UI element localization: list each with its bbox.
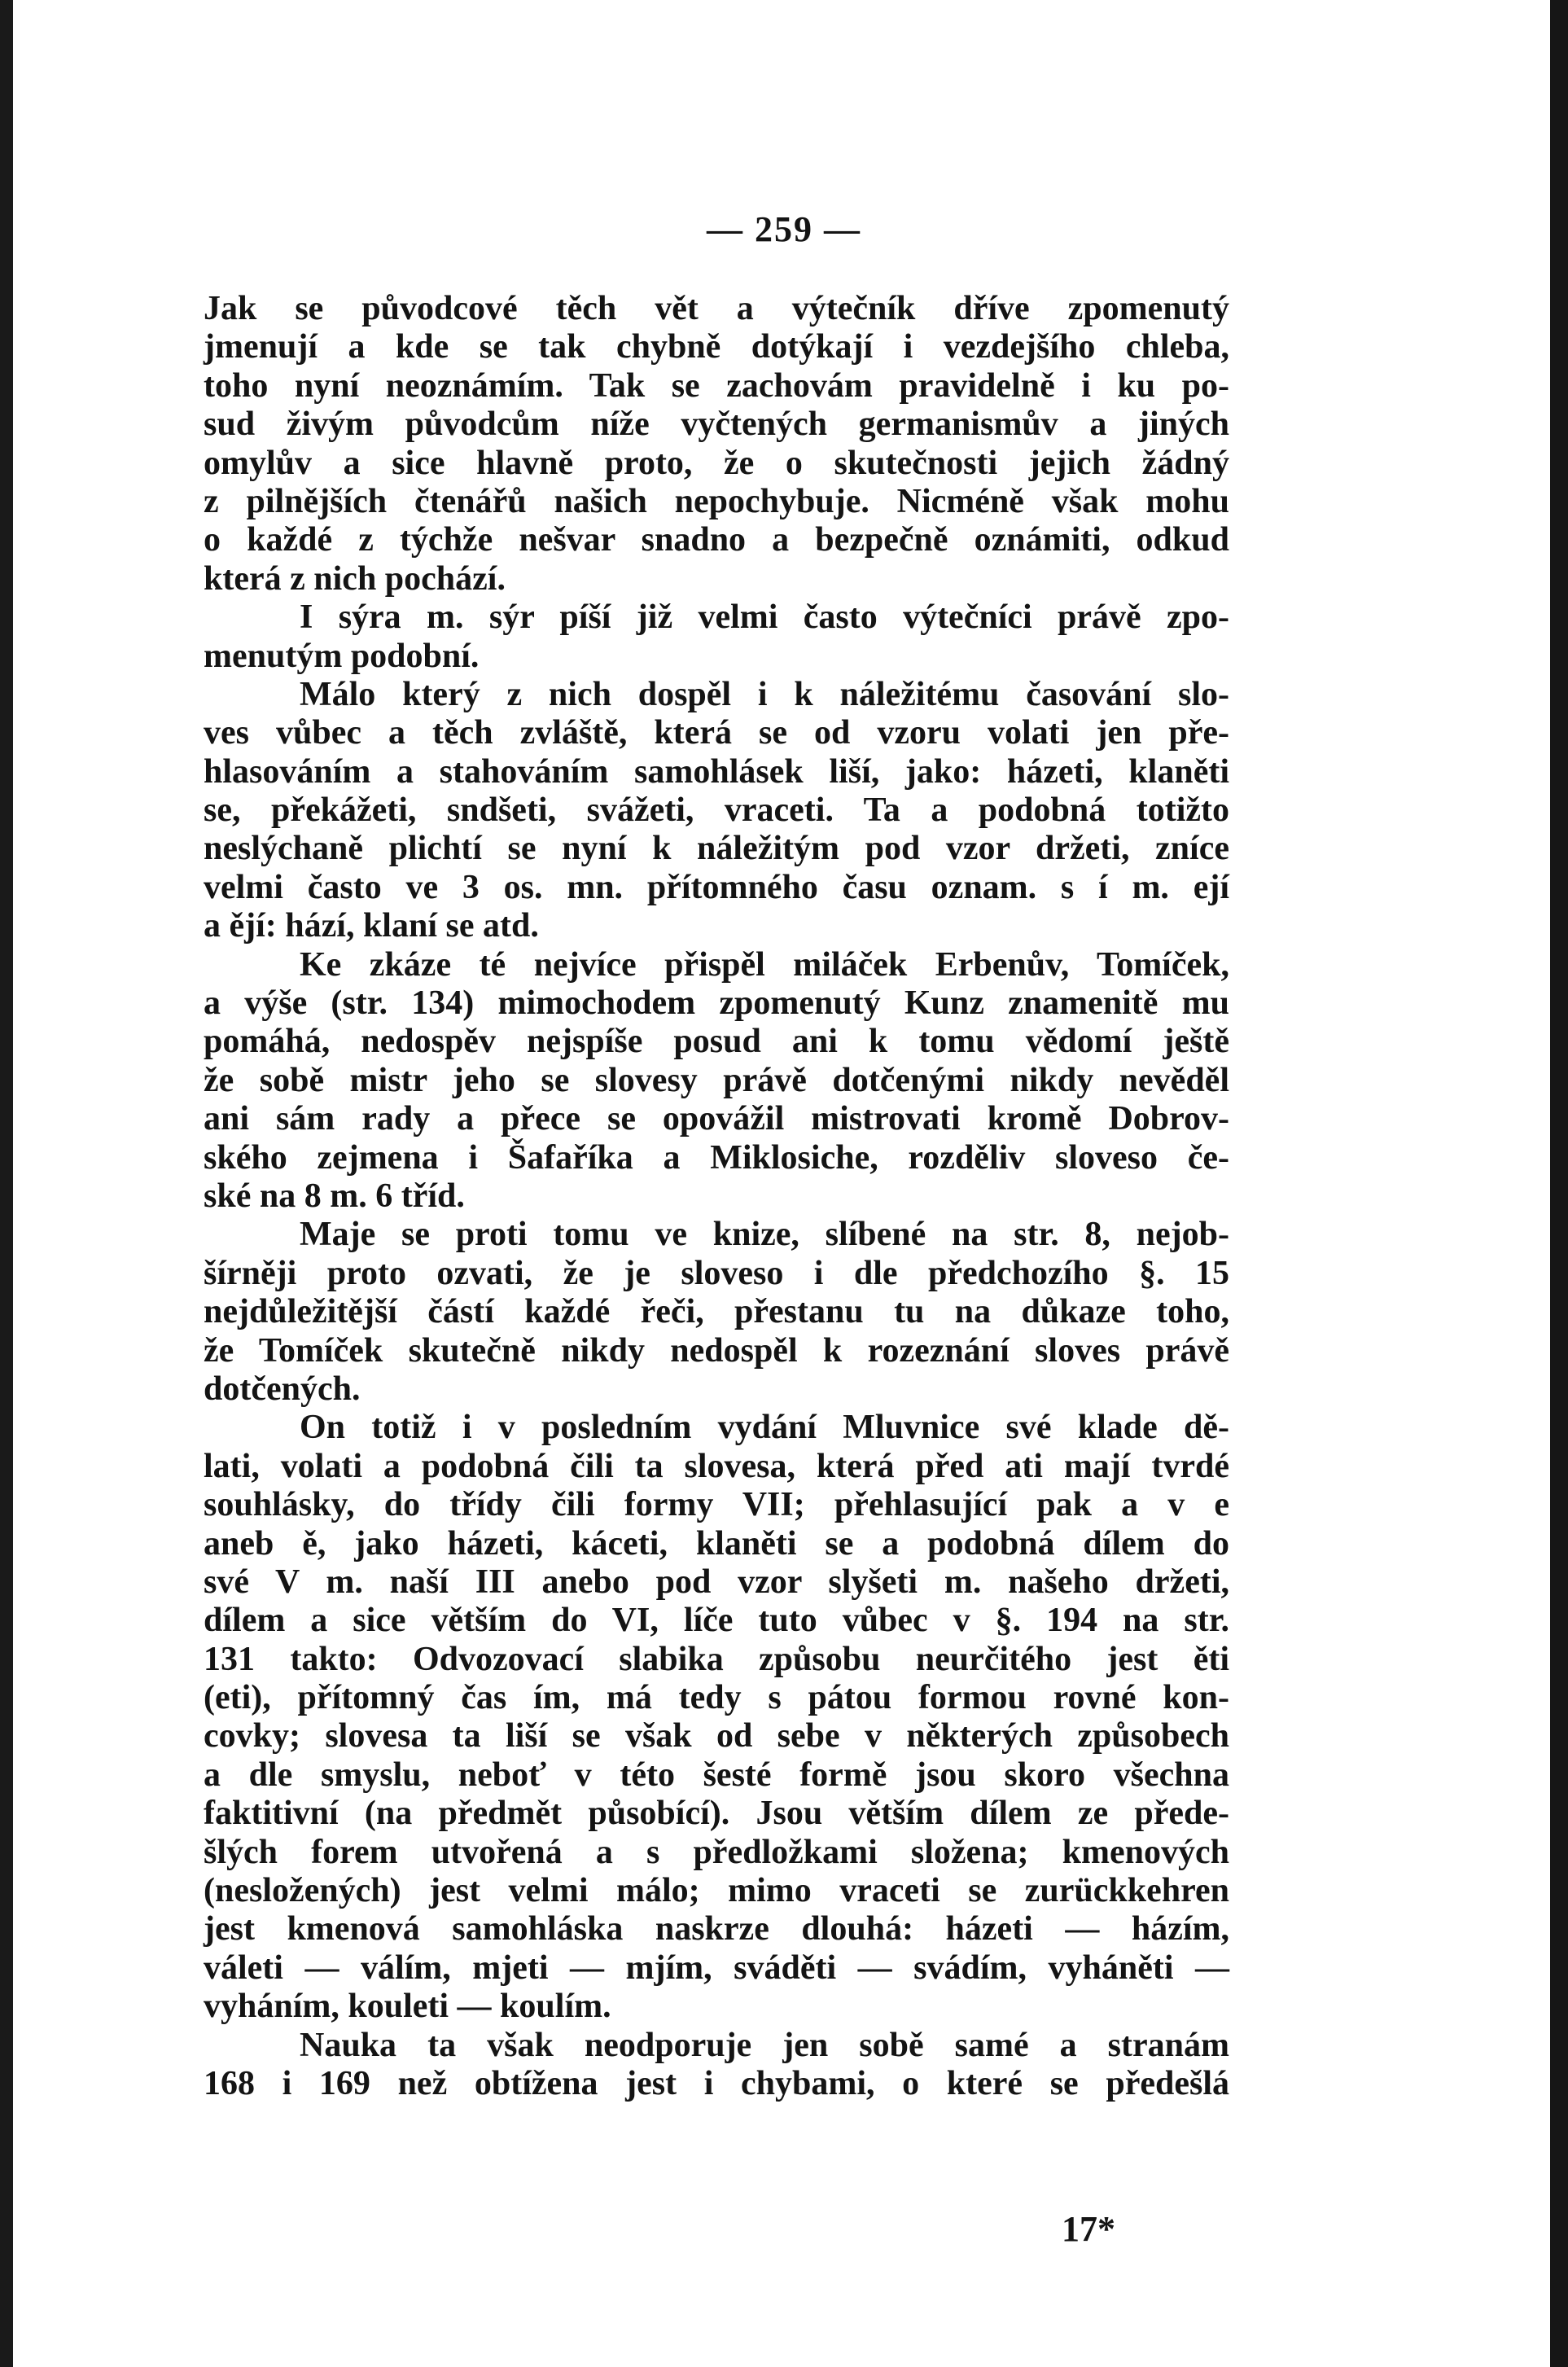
text-line: nejdůležitější částí každé řeči, přestanu tu na důkaze toho, xyxy=(204,1293,1229,1331)
text-line: omylův a sice hlavně proto, že o skutečnosti jejich žádný xyxy=(204,444,1229,482)
text-line: ského zejmena i Šafaříka a Miklosiche, rozděliv sloveso če- xyxy=(204,1138,1229,1177)
text-line: že sobě mistr jeho se slovesy právě dotčenými nikdy nevěděl xyxy=(204,1061,1229,1099)
text-line: lati, volati a podobná čili ta slovesa, která před ati mají tvrdé xyxy=(204,1447,1229,1485)
text-line: Jak se původcové těch vět a výtečník dříve zpomenutý xyxy=(204,290,1229,327)
text-line: a ějí: hází, klaní se atd. xyxy=(204,907,539,945)
scan-edge-right xyxy=(1550,0,1568,2367)
text-line: ves vůbec a těch zvláště, která se od vzoru volati jen pře- xyxy=(204,714,1229,752)
text-line: Nauka ta však neodporuje jen sobě samé a stranám xyxy=(300,2026,1229,2064)
text-line: covky; slovesa ta liší se však od sebe v některých způsobech xyxy=(204,1717,1229,1756)
text-line: menutým podobní. xyxy=(204,637,480,675)
text-line: jmenují a kde se tak chybně dotýkají i vezdejšího chleba, xyxy=(204,328,1229,366)
text-line: dílem a sice větším do VI, líče tuto vůbec v §. 194 na str. xyxy=(204,1602,1229,1640)
text-line: ské na 8 m. 6 tříd. xyxy=(204,1177,465,1215)
text-line: (eti), přítomný čas ím, má tedy s pátou formou rovné kon- xyxy=(204,1679,1229,1717)
text-line: aneb ě, jako házeti, káceti, klaněti se a podobná dílem do xyxy=(204,1524,1229,1563)
scan-edge-left xyxy=(0,0,13,2367)
text-line: velmi často ve 3 os. mn. přítomného času oznam. s í m. ejí xyxy=(204,868,1229,906)
text-line: šlých forem utvořená a s předložkami složena; kmenových xyxy=(204,1833,1229,1871)
text-line: a dle smyslu, neboť v této šesté formě jsou skoro všechna xyxy=(204,1756,1229,1794)
text-line: neslýchaně plichtí se nyní k náležitým pod vzor držeti, zníce xyxy=(204,830,1229,868)
text-line: souhlásky, do třídy čili formy VII; přehlasující pak a v e xyxy=(204,1486,1229,1524)
signature-mark: 17* xyxy=(1062,2209,1115,2249)
text-line: hlasováním a stahováním samohlásek liší, jako: házeti, klaněti xyxy=(204,752,1229,791)
text-line: o každé z týchže nešvar snadno a bezpečně oznámiti, odkud xyxy=(204,521,1229,559)
text-line: která z nich pochází. xyxy=(204,559,506,598)
text-line: pomáhá, nedospěv nejspíše posud ani k tomu vědomí ještě xyxy=(204,1023,1229,1061)
text-line: že Tomíček skutečně nikdy nedospěl k rozeznání sloves právě xyxy=(204,1331,1229,1370)
text-line: Málo který z nich dospěl i k náležitému časování slo- xyxy=(300,675,1229,713)
text-line: (nesložených) jest velmi málo; mimo vraceti se zurückkehren xyxy=(204,1872,1229,1910)
text-line: ani sám rady a přece se opovážil mistrovati kromě Dobrov- xyxy=(204,1100,1229,1138)
page-number: — 259 — xyxy=(707,209,861,249)
text-line: z pilnějších čtenářů našich nepochybuje. Nicméně však mohu xyxy=(204,482,1229,520)
text-line: 168 i 169 než obtížena jest i chybami, o které se předešlá xyxy=(204,2064,1229,2102)
text-line: Maje se proti tomu ve knize, slíbené na str. 8, nejob- xyxy=(300,1216,1229,1254)
text-line: a výše (str. 134) mimochodem zpomenutý Kunz znamenitě mu xyxy=(204,984,1229,1023)
text-line: se, překážeti, sndšeti, svážeti, vraceti. Ta a podobná totižto xyxy=(204,791,1229,830)
body-text xyxy=(204,290,1229,2103)
text-line: své V m. naší III anebo pod vzor slyšeti m. našeho držeti, xyxy=(204,1563,1229,1601)
text-line: I sýra m. sýr píší již velmi často výtečníci právě zpo- xyxy=(300,598,1229,637)
text-line: Ke zkáze té nejvíce přispěl miláček Erbenův, Tomíček, xyxy=(300,945,1229,984)
text-line: faktitivní (na předmět působící). Jsou větším dílem ze přede- xyxy=(204,1795,1229,1833)
text-line: vyháním, kouleti — koulím. xyxy=(204,1988,611,2026)
text-line: váleti — válím, mjeti — mjím, sváděti — svádím, vyháněti — xyxy=(204,1948,1229,1987)
text-line: On totiž i v posledním vydání Mluvnice své klade dě- xyxy=(300,1409,1229,1447)
text-line: toho nyní neoznámím. Tak se zachovám pravidelně i ku po- xyxy=(204,366,1229,405)
text-line: 131 takto: Odvozovací slabika způsobu neurčitého jest ěti xyxy=(204,1640,1229,1678)
text-line: šírněji proto ozvati, že je sloveso i dle předchozího §. 15 xyxy=(204,1254,1229,1292)
text-line: jest kmenová samohláska naskrze dlouhá: házeti — házím, xyxy=(204,1910,1229,1948)
text-line: sud živým původcům níže vyčtených germanismův a jiných xyxy=(204,405,1229,444)
text-line: dotčených. xyxy=(204,1370,361,1408)
